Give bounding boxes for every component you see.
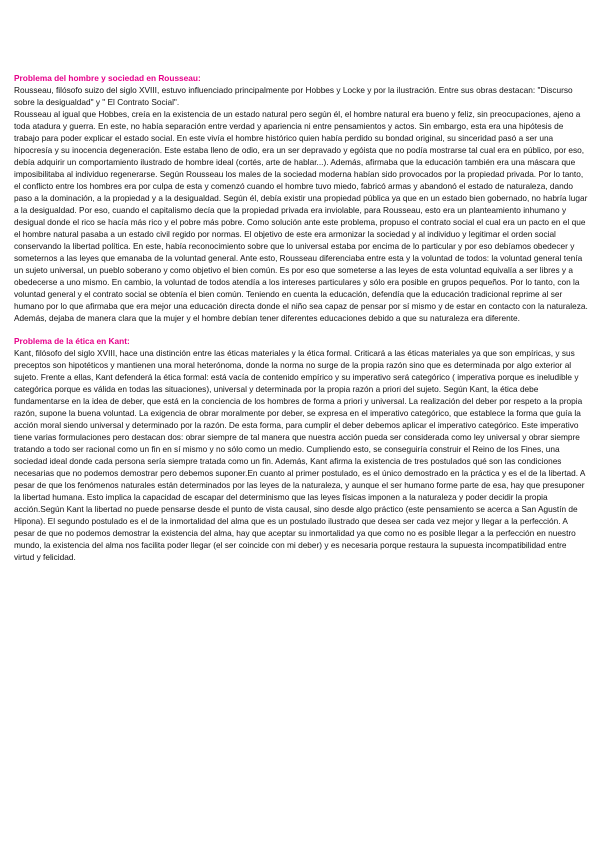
- section-gap: [14, 324, 588, 335]
- section-title: Problema del hombre y sociedad en Rousseau:: [14, 73, 201, 83]
- section-kant: [14, 335, 588, 563]
- document-page: [14, 72, 588, 563]
- paragraph: Rousseau, filósofo suizo del siglo XVIII, estuvo influenciado principalmente por Hobbes y Locke y por la ilustración. Entre sus obras destacan: "Discurso sobre la desigualdad" y " El Contrato Social".: [14, 85, 573, 107]
- section-title: Problema de la ética en Kant:: [14, 336, 130, 346]
- paragraph: Kant, filósofo del siglo XVIII, hace una distinción entre las éticas materiales y la ética formal. Criticará a las éticas materiales ya que son empíricas, y sus preceptos son hipotéticos y mantienen una moral heterónoma, donde la norma no surge de la propia razón sino que es determinada por algo exterior al sujeto. Frente a ellas, Kant defenderá la ética formal: está vacía de contenido empírico y su imperativo será categórico ( imperativa porque es ineludible y categórica porque es válida en todas las situaciones), universal y determinada por la propia razón a priori del sujeto. Según Kant, la ética debe fundamentarse en la idea de deber, que está en la conciencia de los hombres de forma a priori y universal. La realización del deber por respeto a la propia razón, supone la buena voluntad. La exigencia de obrar moralmente por deber, se expresa en el imperativo categórico, que establece la forma que guía la acción moral siendo universal y determinado por la razón. De esta forma, para cumplir el deber debemos aplicar el imperativo categórico. Este imperativo tiene varias formulaciones pero destacan dos: obrar siempre de tal manera que nuestra acción pueda ser considerada como ley universal y obrar siempre tratando a todo ser racional como un fin en sí mismo y no sólo como un medio. Cumpliendo esto, se conseguiría construir el Reino de los Fines, una sociedad ideal donde cada persona sería siempre tratada como un fin. Además, Kant afirma la existencia de tres postulados qué son las condiciones necesarias que no podemos demostrar pero debemos suponer.En cuanto al primer postulado, es el único demostrado en la práctica y es el de la libertad. A pesar de que los fenómenos naturales están determinados por las leyes de la naturaleza, y aunque el ser humano forme parte de esa, hay que presuponer la libertad humana. Esto implica la capacidad de escapar del determinismo que las leyes físicas imponen a la naturaleza y poder decidir la propia acción.Según Kant la libertad no puede pensarse desde el punto de vista causal, sino desde algo práctico (este pensamiento se acerca a San Agustín de Hipona). El segundo postulado es el de la inmortalidad del alma que es un postulado ilustrado que desea ser cada vez mejor y llegar a la perfección. A pesar de que no podemos demostrar la existencia del alma, hay que aceptar su inmortalidad ya que como no es posible llegar a la perfección en nuestro mundo, la existencia del alma nos facilita poder llegar (el ser coincide con mi deber) y es necesaria porque restaura la supuesta incompatibilidad entre virtud y felicidad.: [14, 348, 585, 562]
- paragraph: Rousseau al igual que Hobbes, creía en la existencia de un estado natural pero según él, el hombre natural era bueno y feliz, sin preocupaciones, ajeno a toda atadura y guerra. En este, no había separación entre verdad y apariencia ni entre pensamientos y actos. Sin embargo, esta era una hipótesis de trabajo para poder explicar el estado social. En este vivía el hombre histórico quien había perdido su bondad original, su sinceridad pasó a ser una hipocresía y su inocencia degeneración. Este estaba lleno de odio, era un ser depravado y egóista que no podía mostrarse tal cual era en público, por eso, debía adquirir un comportamiento ilustrado de hombre ideal (cortés, arte de hablar...). Además, afirmaba que la educación también era una máscara que imposibilitaba al individuo regenerarse. Según Rousseau los males de la sociedad moderna habían sido provocados por la propiedad privada. Por lo tanto, el conflicto entre los hombres era por culpa de esta y comenzó cuando el hombre tuvo miedo, fabricó armas y abandonó el estado de naturaleza, dando paso a la dominación, a la propiedad y a la desigualdad. Según él, debía existir una propiedad pública ya que en un estado bien gobernado, no habría lugar a la desigualdad. Por eso, cuando el capitalismo decía que la propiedad privada era inviolable, para Rousseau, esto era un planteamiento inhumano y desigual donde el rico se hacía más rico y el pobre más pobre. Como solución ante este problema, propuso el contrato social el cual era un pacto en el que el hombre natural pasaba a un estado civil regido por normas. El objetivo de este era armonizar la sociedad y al individuo y legitimar el orden social conservando la libertad política. En este, había reconocimiento sobre que lo universal estaba por encima de lo particular y por eso debíamos obedecer y someternos a las leyes que emanaba de la voluntad general. Ante esto, Rousseau diferenciaba entre esta y la voluntad de todos: la voluntad general tenía un sujeto universal, un pueblo soberano y como objetivo el bien común. Es por eso que someterse a las leyes de esta voluntad equivalía a ser libres y a obedecerse a uno mismo. En cambio, la voluntad de todos atendía a los intereses particulares y sólo era posible en grupos pequeños. Por lo tanto, con la voluntad general y el contrato social se obtenía el bien común. Teniendo en cuenta la educación, defendía que la educación tradicional reprime al ser humano por lo que afirmaba que era mejor una educación directa donde el niño sea capaz de pensar por sí mismo y de estar en contacto con la naturaleza. Además, dejaba de manera clara que la mujer y el hombre debían tener diferentes educaciones debido a que su naturaleza era diferente.: [14, 109, 588, 323]
- section-rousseau: [14, 72, 588, 324]
